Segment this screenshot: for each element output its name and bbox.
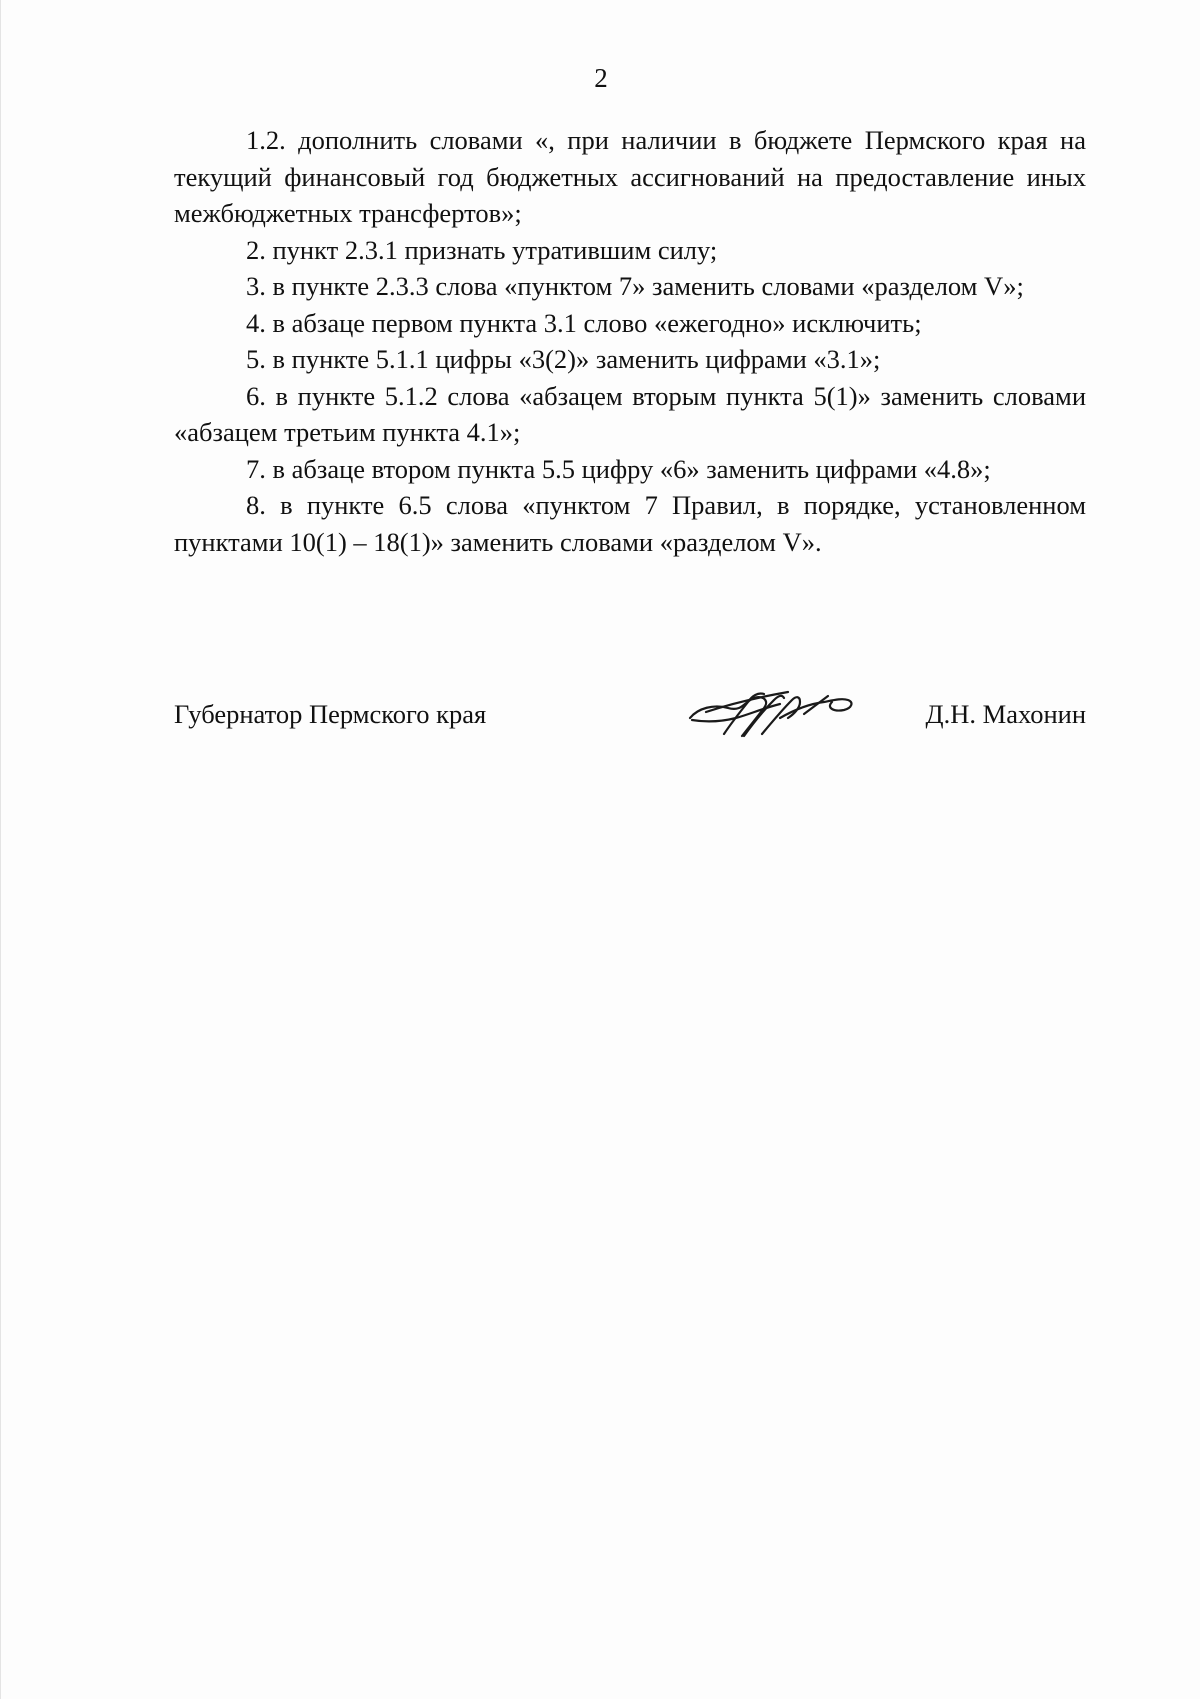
paragraph-1-2: 1.2. дополнить словами «, при наличии в бюджете Пермского края на текущий финансовый год бюджетных ассигнований на предоставление иных межбюджетных трансфертов»; <box>174 125 1086 228</box>
signatory-name: Д.Н. Махонин <box>925 699 1086 729</box>
paragraph-4: 4. в абзаце первом пункта 3.1 слово «ежегодно» исключить; <box>246 307 922 338</box>
document-body <box>174 122 1086 560</box>
paragraph-7: 7. в абзаце втором пункта 5.5 цифру «6» заменить цифрами «4.8»; <box>246 453 991 484</box>
signature-block <box>174 696 1086 756</box>
paragraph-3: 3. в пункте 2.3.3 слова «пунктом 7» заменить словами «разделом V»; <box>246 271 1024 301</box>
signatory-title: Губернатор Пермского края <box>174 699 487 729</box>
paragraph-2: 2. пункт 2.3.1 признать утратившим силу; <box>246 234 718 265</box>
page-number: 2 <box>594 63 608 93</box>
paragraph-8: 8. в пункте 6.5 слова «пунктом 7 Правил, в порядке, установленном пунктами 10(1) – 18(1)» заменить словами «разделом V». <box>174 490 1086 557</box>
paragraph-6: 6. в пункте 5.1.2 слова «абзацем вторым пункта 5(1)» заменить словами «абзацем третьим пункта 4.1»; <box>174 380 1086 447</box>
paragraph-5: 5. в пункте 5.1.1 цифры «3(2)» заменить цифрами «3.1»; <box>246 344 881 374</box>
handwritten-signature <box>684 678 864 742</box>
